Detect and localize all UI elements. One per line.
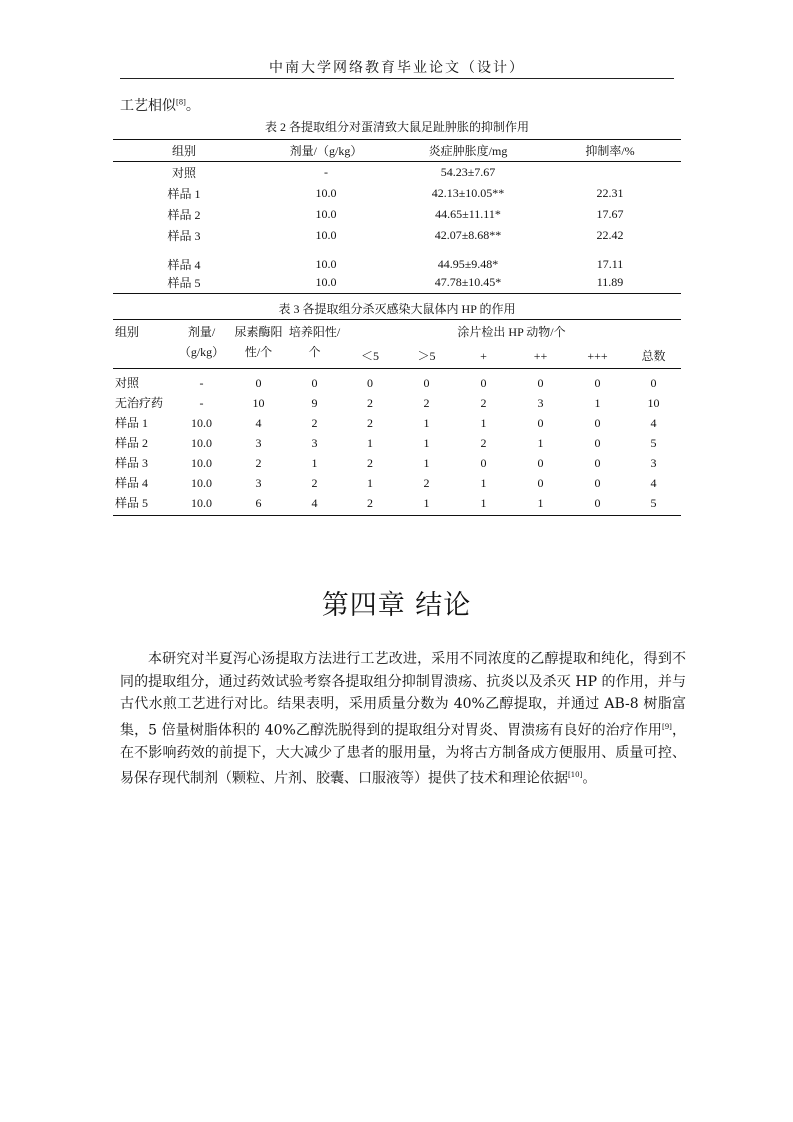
table2-cell: 54.23±7.67 <box>440 164 496 179</box>
table3-cell: 样品 1 <box>115 416 149 430</box>
chapter-title: 第四章 结论 <box>321 590 472 621</box>
table3-cell: 0 <box>255 376 262 390</box>
table3-header-group: 组别 <box>113 320 173 369</box>
table3-cell: 0 <box>594 456 601 470</box>
lead-text-main: 工艺相似 <box>120 98 176 114</box>
table3-cell: 1 <box>367 436 373 450</box>
table3-cell: 0 <box>594 436 601 450</box>
table3-cell: 1 <box>423 456 430 470</box>
table3-cell: 0 <box>594 416 601 430</box>
table2-header-row <box>113 140 681 162</box>
table3-cell: 1 <box>367 476 373 490</box>
table3-cell: 2 <box>311 476 318 490</box>
table3-header-culture: 培养阳性/个 <box>287 320 342 369</box>
table3-cell: 1 <box>480 416 487 430</box>
table2-cell: 11.89 <box>596 275 624 290</box>
table2-header-group: 组别 <box>113 140 255 162</box>
table3-cell: 0 <box>480 376 487 390</box>
table2-cell: - <box>324 164 328 179</box>
table2-cell: 47.78±10.45* <box>434 275 502 290</box>
table2-cell: 44.65±11.11* <box>435 206 501 221</box>
table2-cell: 42.13±10.05** <box>431 185 505 200</box>
table2-cell: 样品 1 <box>167 186 201 201</box>
body-paragraph <box>120 648 686 790</box>
table2-caption: 表 2 各提取组分对蛋清致大鼠足趾肿胀的抑制作用 <box>264 120 529 134</box>
table3-cell: - <box>199 376 204 390</box>
table2-cell: 对照 <box>171 165 196 180</box>
table2-cell: 样品 2 <box>167 207 201 222</box>
table2-cell: 样品 4 <box>167 257 201 272</box>
table3-cell: 2 <box>367 496 373 510</box>
table3-cell: 10 <box>252 396 265 410</box>
table3-cell: 10.0 <box>191 476 212 490</box>
table-row <box>113 162 681 183</box>
table-row <box>113 393 681 413</box>
body-text-part2: ，在不影响药效的前提下，大大减少了患者的服用量，为将古方制备成方便服用、质量可控、易保存现代制剂（颗粒、片剂、胶囊、口服液等）提供了技术和理论依据 <box>120 722 686 787</box>
table-row <box>113 413 681 433</box>
table2-cell: 样品 3 <box>167 228 201 243</box>
table2-cell: 10.0 <box>315 206 337 221</box>
table2-cell: 42.07±8.68** <box>434 227 502 242</box>
table3-cell: 1 <box>537 436 544 450</box>
table3-cell: 2 <box>367 456 373 470</box>
table2-header-dose: 剂量/（g/kg） <box>255 140 397 162</box>
table3-header-row-top <box>113 320 681 345</box>
table3-header-plus2: ++ <box>512 344 569 369</box>
table3-cell: 2 <box>367 416 373 430</box>
table2-cell: 17.11 <box>596 256 624 271</box>
table3-cell: - <box>199 396 204 410</box>
table3-hp <box>113 319 681 516</box>
table-row <box>113 493 681 516</box>
table2-cell: 10.0 <box>315 256 337 271</box>
table3-cell: 4 <box>255 416 262 430</box>
table2-cell: 样品 5 <box>167 276 201 291</box>
table2-cell: 22.42 <box>596 227 624 242</box>
body-text-part3: 。 <box>582 770 597 787</box>
table3-cell: 10.0 <box>191 436 212 450</box>
table-row <box>113 273 681 294</box>
table3-cell: 0 <box>480 456 487 470</box>
table3-cell: 样品 3 <box>115 456 149 470</box>
citation-ref: [8] <box>176 98 186 107</box>
table-row <box>113 453 681 473</box>
table3-cell: 10.0 <box>191 416 212 430</box>
table3-cell: 1 <box>423 436 430 450</box>
table2-inhibition <box>113 139 681 294</box>
table3-cell: 2 <box>480 436 487 450</box>
table3-cell: 0 <box>537 416 544 430</box>
page-header-title: 中南大学网络教育毕业论文（设计） <box>269 60 525 76</box>
table3-cell: 样品 2 <box>115 436 149 450</box>
table3-caption: 表 3 各提取组分杀灭感染大鼠体内 HP 的作用 <box>278 302 516 316</box>
table-row <box>113 369 681 394</box>
table3-header-gt5: ＞5 <box>398 344 455 369</box>
table3-cell: 2 <box>311 416 318 430</box>
table3-cell: 0 <box>423 376 430 390</box>
table2-cell: 10.0 <box>315 227 337 242</box>
table3-header-plus3: +++ <box>569 344 626 369</box>
table2-header-swelling: 炎症肿胀度/mg <box>397 140 539 162</box>
table3-header-total: 总数 <box>626 344 681 369</box>
table3-cell: 5 <box>650 496 657 510</box>
table-row <box>113 183 681 204</box>
table3-cell: 0 <box>650 376 657 390</box>
table-row <box>113 204 681 225</box>
table3-header-lt5: ＜5 <box>342 344 398 369</box>
table2-cell <box>539 162 681 183</box>
citation-ref: [10] <box>568 771 583 780</box>
table3-header-dose: 剂量/（g/kg） <box>173 320 230 369</box>
table3-cell: 0 <box>367 376 373 390</box>
table3-cell: 2 <box>423 476 430 490</box>
table-row <box>113 246 681 273</box>
table3-cell: 0 <box>537 456 544 470</box>
table3-cell: 对照 <box>115 376 140 390</box>
table3-cell: 3 <box>255 436 262 450</box>
table3-cell: 1 <box>594 396 601 410</box>
citation-ref: [9] <box>661 722 672 731</box>
table3-cell: 10.0 <box>191 496 212 510</box>
table3-cell: 3 <box>255 476 262 490</box>
table3-cell: 2 <box>480 396 487 410</box>
table3-cell: 0 <box>594 476 601 490</box>
table-row <box>113 433 681 453</box>
lead-text <box>120 95 200 115</box>
table3-cell: 0 <box>311 376 318 390</box>
table3-cell: 1 <box>423 416 430 430</box>
lead-text-tail: 。 <box>185 98 200 114</box>
table3-cell: 4 <box>311 496 318 510</box>
table-row <box>113 225 681 246</box>
table2-cell: 10.0 <box>315 185 337 200</box>
table3-cell: 2 <box>423 396 430 410</box>
table2-cell: 10.0 <box>315 275 337 290</box>
header-rule <box>120 78 674 79</box>
table2-header-rate: 抑制率/% <box>539 140 681 162</box>
table3-cell: 4 <box>650 416 657 430</box>
table3-cell: 2 <box>255 456 262 470</box>
table3-cell: 1 <box>423 496 430 510</box>
body-text-part1: 本研究对半夏泻心汤提取方法进行工艺改进，采用不同浓度的乙醇提取和纯化，得到不同的提取组分，通过药效试验考察各提取组分抑制胃溃疡、抗炎以及杀灭 HP 的作用，并与古代水煎工艺进行对比。结果表明，采用质量分数为 40%乙醇提取，并通过 AB-8 树脂富集，5 倍量树脂体积的 40%乙醇洗脱得到的提取组分对胃炎、胃溃疡有良好的治疗作用 <box>120 651 686 739</box>
table3-cell: 4 <box>650 476 657 490</box>
table3-body <box>113 369 681 516</box>
table3-cell: 无治疗药 <box>115 396 164 410</box>
table-row <box>113 473 681 493</box>
table3-cell: 1 <box>311 456 318 470</box>
table3-cell: 3 <box>311 436 318 450</box>
table3-header-smear: 涂片检出 HP 动物/个 <box>457 325 566 339</box>
table3-cell: 10.0 <box>191 456 212 470</box>
table3-cell: 0 <box>594 496 601 510</box>
table2-cell: 44.95±9.48* <box>437 256 499 271</box>
table3-cell: 10 <box>647 396 660 410</box>
table3-cell: 1 <box>480 476 487 490</box>
table3-cell: 样品 5 <box>115 496 149 510</box>
table3-header-urease: 尿素酶阳性/个 <box>230 320 287 369</box>
table3-cell: 5 <box>650 436 657 450</box>
table3-cell: 0 <box>594 376 601 390</box>
table3-cell: 9 <box>311 396 318 410</box>
table3-cell: 样品 4 <box>115 476 149 490</box>
table3-cell: 3 <box>537 396 544 410</box>
table3-cell: 6 <box>255 496 262 510</box>
table3-header-plus1: + <box>455 344 512 369</box>
table3-cell: 2 <box>367 396 373 410</box>
table3-cell: 0 <box>537 376 544 390</box>
table3-cell: 3 <box>650 456 657 470</box>
table2-cell: 17.67 <box>596 206 624 221</box>
table2-cell: 22.31 <box>596 185 624 200</box>
table3-cell: 1 <box>480 496 487 510</box>
table3-cell: 0 <box>537 476 544 490</box>
table3-cell: 1 <box>537 496 544 510</box>
